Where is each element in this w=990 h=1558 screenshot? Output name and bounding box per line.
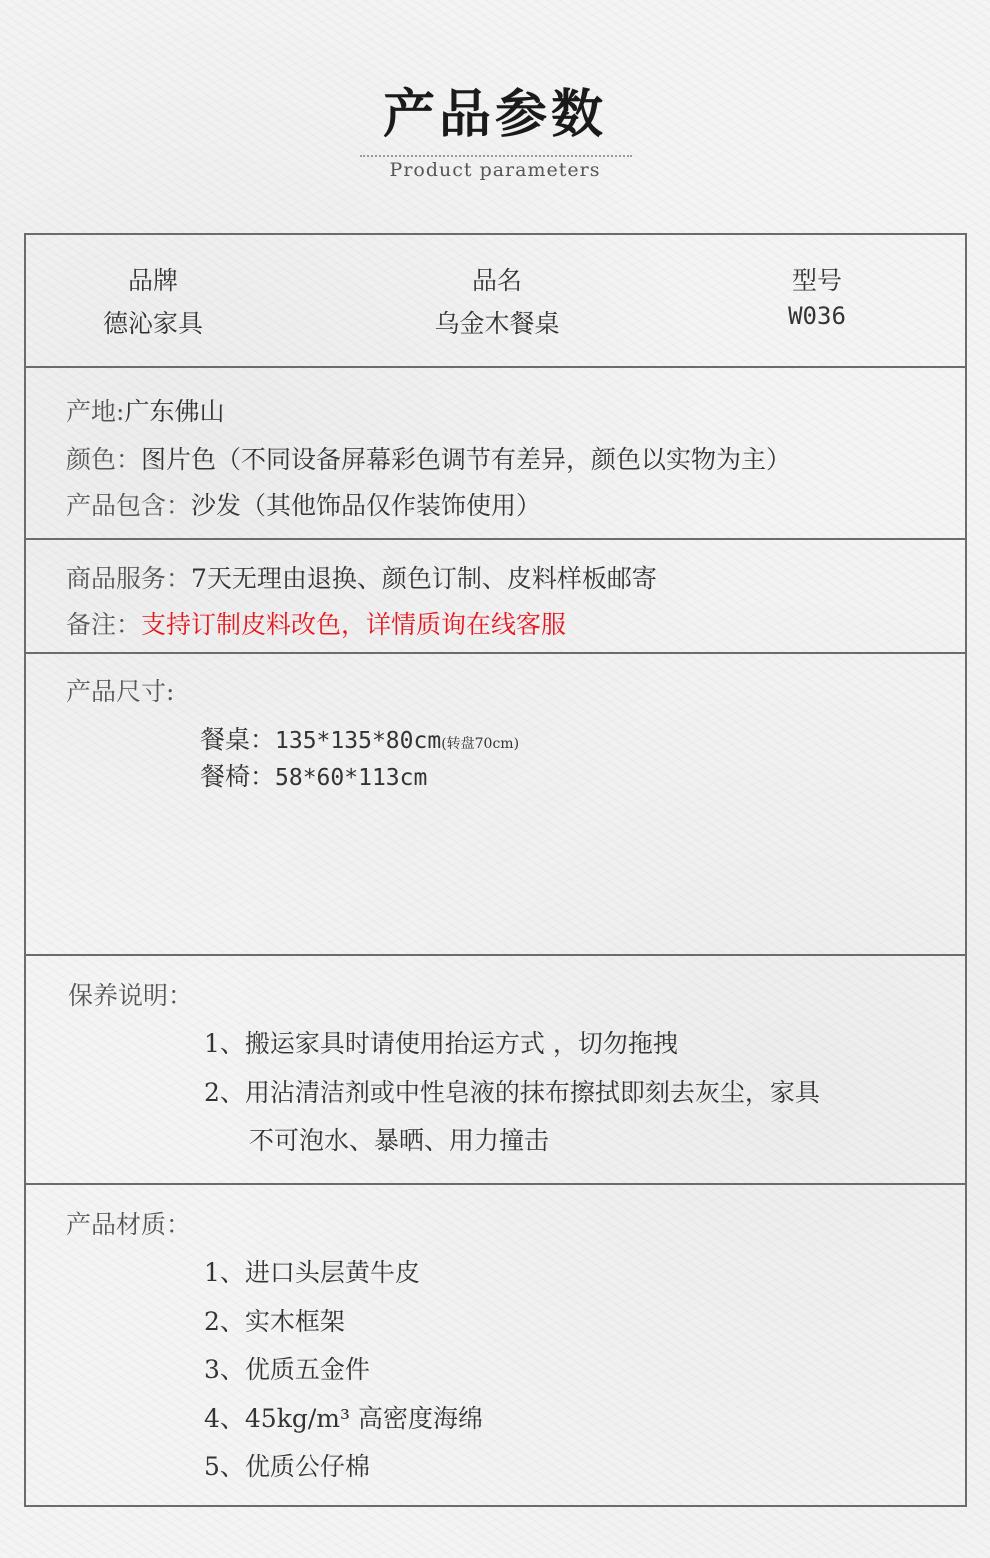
dining-chair-value: 58*60*113cm [275, 765, 428, 791]
product-name-value: 乌金木餐桌 [434, 309, 560, 338]
service-value: 7天无理由退换、颜色订制、皮料样板邮寄 [191, 564, 657, 593]
product-name-label: 品名 [471, 266, 523, 295]
note-value: 支持订制皮料改色，详情质询在线客服 [141, 610, 567, 639]
color-row [66, 440, 791, 476]
package-label: 产品包含： [66, 491, 192, 520]
brand-label: 品牌 [127, 266, 179, 295]
title-divider [360, 155, 632, 157]
row-divider [24, 954, 967, 956]
care-label: 保养说明： [68, 981, 194, 1010]
color-label: 颜色： [66, 445, 142, 474]
dining-table-value: 135*135*80cm [275, 728, 442, 754]
package-value: 沙发（其他饰品仅作装饰使用） [191, 491, 542, 520]
care-item-1: 1、搬运家具时请使用抬运方式 ，切勿拖拽 [204, 1029, 678, 1058]
row-divider [24, 652, 967, 654]
dining-table-label: 餐桌： [200, 725, 276, 754]
size-label: 产品尺寸: [66, 677, 175, 706]
row-divider [24, 1183, 967, 1185]
page-title: 产品参数 [382, 85, 607, 145]
page-subtitle: Product parameters [389, 159, 601, 181]
material-item: 4、45kg/m³ 高密度海绵 [204, 1404, 483, 1433]
brand-value: 德沁家具 [102, 309, 204, 338]
care-item-2-continued: 不可泡水、暴晒、用力撞击 [249, 1126, 550, 1155]
material-item: 3、优质五金件 [204, 1355, 370, 1384]
model-label: 型号 [791, 266, 843, 295]
origin-value: 广东佛山 [124, 397, 225, 426]
model-value: W036 [788, 302, 846, 330]
turntable-note: (转盘70cm) [441, 736, 520, 752]
origin-row [66, 392, 224, 428]
care-item-2: 2、用沾清洁剂或中性皂液的抹布擦拭即刻去灰尘，家具 [204, 1078, 820, 1107]
dining-chair-size [200, 757, 427, 793]
material-label: 产品材质： [66, 1210, 192, 1239]
material-item: 5、优质公仔棉 [204, 1452, 370, 1481]
row-divider [24, 366, 967, 368]
service-label: 商品服务： [66, 564, 192, 593]
dining-chair-label: 餐椅： [200, 762, 276, 791]
color-value: 图片色（不同设备屏幕彩色调节有差异，颜色以实物为主） [141, 445, 792, 474]
note-row [66, 605, 566, 641]
material-item: 2、实木框架 [204, 1307, 345, 1336]
origin-label: 产地: [66, 397, 125, 426]
material-item: 1、进口头层黄牛皮 [204, 1258, 420, 1287]
row-divider [24, 538, 967, 540]
note-label: 备注： [66, 610, 142, 639]
dining-table-size [200, 720, 519, 756]
package-row [66, 486, 541, 522]
service-row [66, 559, 657, 595]
